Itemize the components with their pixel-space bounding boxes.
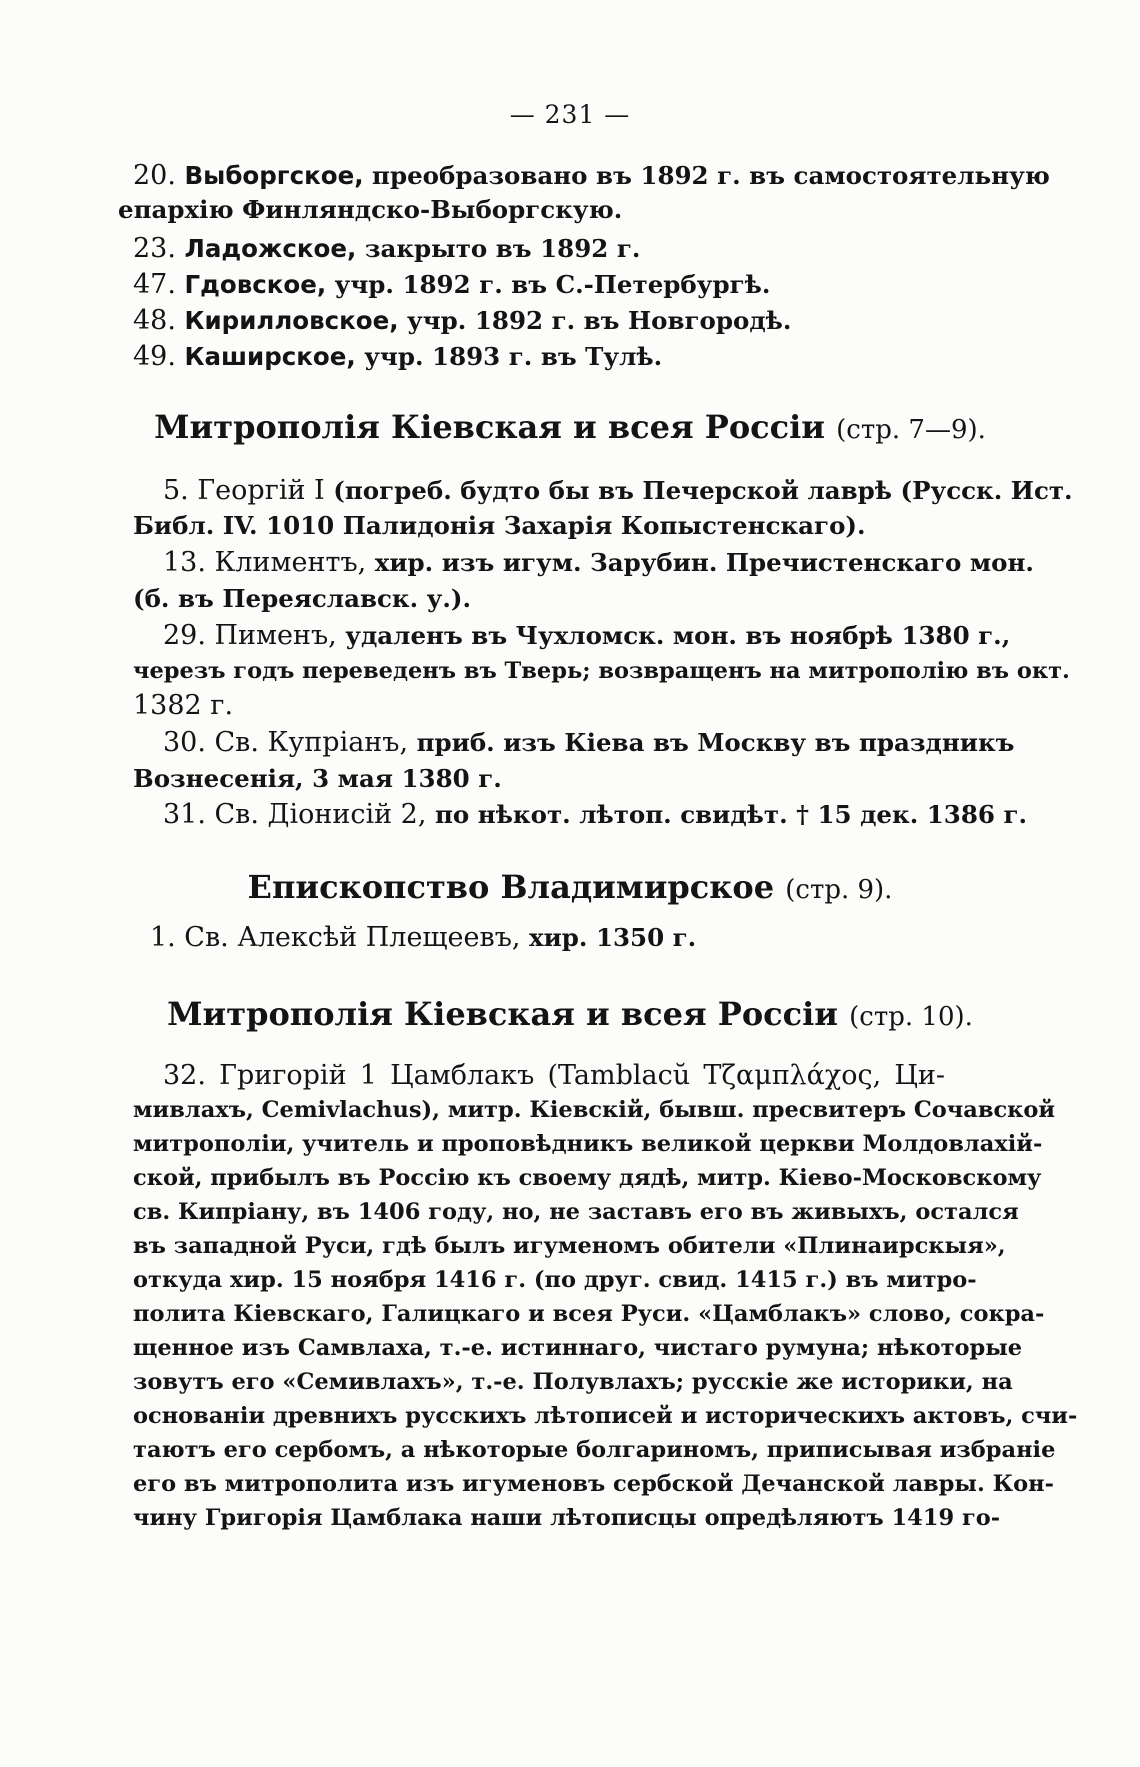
entry-line: Библ. IV. 1010 Палидонія Захарія Копыстенскаго). xyxy=(133,511,866,540)
entry-line: 23. Ладожское, закрыто въ 1892 г. xyxy=(133,233,641,264)
entry-line: (б. въ Переяславск. у.). xyxy=(133,584,471,613)
entry-line: 47. Гдовское, учр. 1892 г. въ С.-Петербургѣ. xyxy=(133,269,771,300)
entry-line: 29. Пименъ, удаленъ въ Чухломск. мон. въ ноябрѣ 1380 г., xyxy=(163,620,1011,651)
entry-line: откуда хир. 15 ноября 1416 г. (по друг. свид. 1415 г.) въ митро- xyxy=(133,1267,977,1293)
entry-line: чину Григорія Цамблака наши лѣтописцы опредѣляютъ 1419 го- xyxy=(133,1505,1001,1531)
entry-line: его въ митрополита изъ игуменовъ сербской Дечанской лавры. Кон- xyxy=(133,1471,1054,1497)
page-number: — 231 — xyxy=(509,100,631,129)
entry-line: основаніи древнихъ русскихъ лѣтописей и историческихъ актовъ, счи- xyxy=(133,1403,1078,1429)
entry-line: 32. Григорій 1 Цамблакъ (Tamblacŭ Τζαμπλάχος, Ци- xyxy=(163,1060,946,1091)
entry-line: епархію Финляндско-Выборгскую. xyxy=(118,195,623,224)
entry-line: 5. Георгій I (погреб. будто бы въ Печерской лаврѣ (Русск. Ист. xyxy=(163,475,1073,506)
entry-line: мивлахъ, Cemivlachus), митр. Кіевскій, бывш. пресвитеръ Сочавской xyxy=(133,1097,1056,1123)
entry-line: Вознесенія, 3 мая 1380 г. xyxy=(133,764,502,793)
entry-line: 31. Св. Діонисій 2, по нѣкот. лѣтоп. свидѣт. † 15 дек. 1386 г. xyxy=(163,799,1028,830)
entry-line: черезъ годъ переведенъ въ Тверь; возвращенъ на митрополію въ окт. xyxy=(133,658,1070,684)
section-heading: Епископство Владимирское (стр. 9). xyxy=(247,868,893,906)
entry-line: 1. Св. Алексѣй Плещеевъ, хир. 1350 г. xyxy=(150,922,697,953)
section-heading: Митрополія Кіевская и всея Россіи (стр. 10). xyxy=(167,995,973,1033)
entry-line: зовутъ его «Семивлахъ», т.-е. Полувлахъ; русскіе же историки, на xyxy=(133,1369,1013,1395)
entry-line: полита Кіевскаго, Галицкаго и всея Руси. «Цамблакъ» слово, сокра- xyxy=(133,1301,1045,1327)
entry-line: 20. Выборгское, преобразовано въ 1892 г. въ самостоятельную xyxy=(133,160,1050,191)
entry-line: таютъ его сербомъ, а нѣкоторые болгариномъ, приписывая избраніе xyxy=(133,1437,1056,1463)
entry-line: митрополіи, учитель и проповѣдникъ великой церкви Молдовлахій- xyxy=(133,1131,1043,1157)
entry-line: 49. Каширское, учр. 1893 г. въ Тулѣ. xyxy=(133,341,663,372)
entry-line: 13. Климентъ, хир. изъ игум. Зарубин. Пречистенскаго мон. xyxy=(163,547,1034,578)
entry-line: 30. Св. Купріанъ, приб. изъ Кіева въ Москву въ праздникъ xyxy=(163,727,1015,758)
entry-line: щенное изъ Самвлаха, т.-е. истиннаго, чистаго румуна; нѣкоторые xyxy=(133,1335,1023,1361)
entry-line: ской, прибылъ въ Россію къ своему дядѣ, митр. Кіево-Московскому xyxy=(133,1165,1042,1191)
entry-line: св. Кипріану, въ 1406 году, но, не заставъ его въ живыхъ, остался xyxy=(133,1199,1019,1225)
entry-line: 48. Кирилловское, учр. 1892 г. въ Новгородѣ. xyxy=(133,305,792,336)
entry-line: въ западной Руси, гдѣ былъ игуменомъ обители «Плинаирскыя», xyxy=(133,1233,1006,1259)
entry-line: 1382 г. xyxy=(133,690,234,721)
section-heading: Митрополія Кіевская и всея Россіи (стр. 7—9). xyxy=(154,408,986,446)
